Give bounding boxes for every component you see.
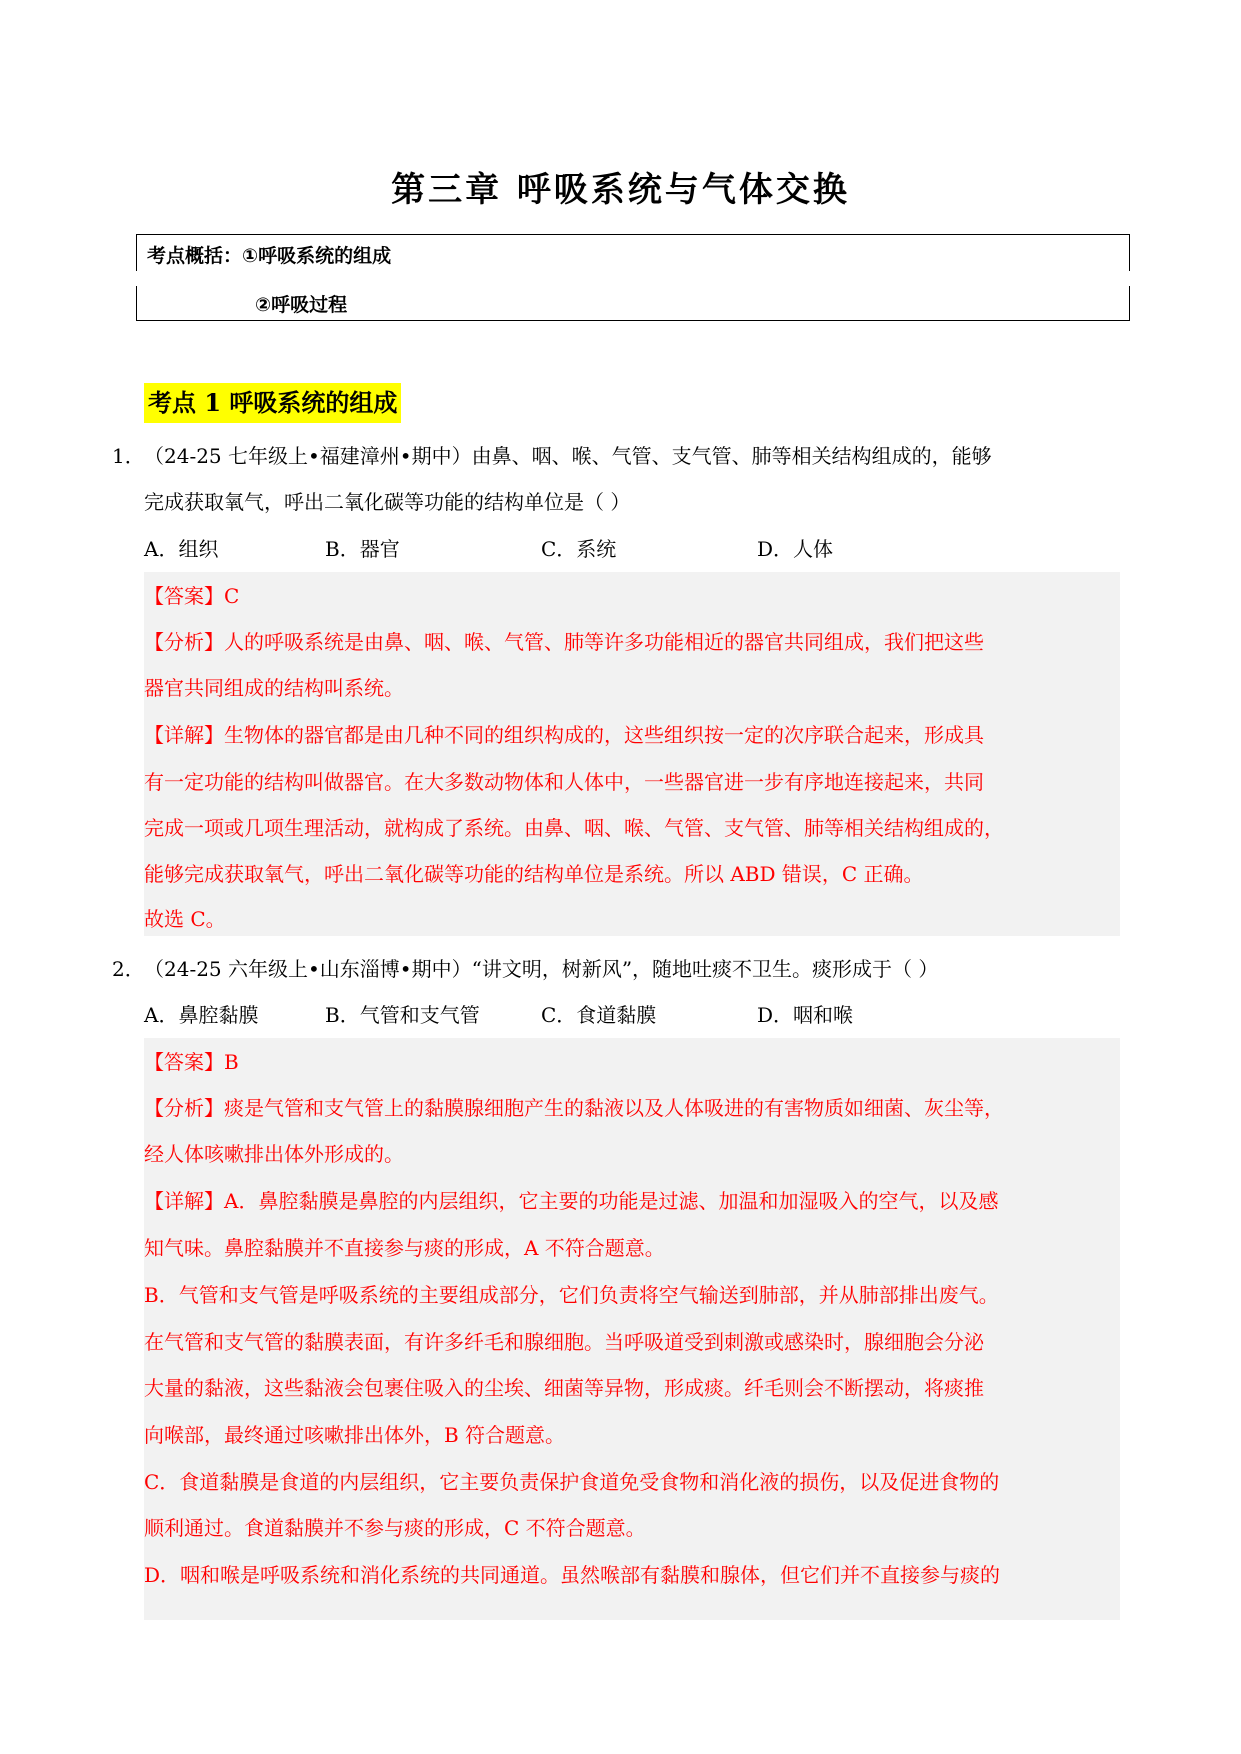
page-title: 第三章 呼吸系统与气体交换 [391,170,850,210]
question-2-detail-line-9: D．咽和喉是呼吸系统和消化系统的共同通道。虽然喉部有黏膜和腺体，但它们并不直接参与痰的 [144,1563,1001,1587]
summary-box-top [136,234,1130,271]
question-1-detail-line-4: 能够完成获取氧气，呼出二氧化碳等功能的结构单位是系统。所以 ABD 错误，C 正确。 [144,862,924,886]
question-1-analysis-line-2: 器官共同组成的结构叫系统。 [144,676,404,700]
question-1-option-b: B．器官 [325,537,400,561]
question-1-answer: 【答案】C [144,584,240,608]
question-2-detail-line-4: 在气管和支气管的黏膜表面，有许多纤毛和腺细胞。当呼吸道受到刺激或感染时，腺细胞会分泌 [144,1330,984,1354]
question-2-text-line-1: （24-25 六年级上•山东淄博•期中）“讲文明，树新风”，随地吐痰不卫生。痰形成于（ ） [144,957,939,981]
section-heading: 考点 1 呼吸系统的组成 [144,383,401,423]
question-2-detail-line-2: 知气味。鼻腔黏膜并不直接参与痰的形成，A 不符合题意。 [144,1236,665,1260]
question-2-answer: 【答案】B [144,1050,239,1074]
question-2-detail-line-8: 顺利通过。食道黏膜并不参与痰的形成，C 不符合题意。 [144,1516,646,1540]
summary-label: 考点概括：①呼吸系统的组成 [147,245,392,267]
question-1-text-line-2: 完成获取氧气，呼出二氧化碳等功能的结构单位是（ ） [144,490,631,514]
question-2-detail-line-3: B．气管和支气管是呼吸系统的主要组成部分，它们负责将空气输送到肺部，并从肺部排出废气。 [144,1283,999,1307]
question-2-detail-line-1: 【详解】A．鼻腔黏膜是鼻腔的内层组织，它主要的功能是过滤、加温和加湿吸入的空气，以及感 [144,1189,999,1213]
question-2-detail-line-5: 大量的黏液，这些黏液会包裹住吸入的尘埃、细菌等异物，形成痰。纤毛则会不断摆动，将痰推 [144,1376,984,1400]
question-2-option-a: A．鼻腔黏膜 [144,1003,259,1027]
question-number-2: 2． [112,957,145,981]
question-1-detail-line-2: 有一定功能的结构叫做器官。在大多数动物体和人体中，一些器官进一步有序地连接起来，共同 [144,770,984,794]
question-2-analysis-line-1: 【分析】痰是气管和支气管上的黏膜腺细胞产生的黏液以及人体吸进的有害物质如细菌、灰尘等， [144,1096,1004,1120]
question-1-option-a: A．组织 [144,537,219,561]
question-1-text-line-1: （24-25 七年级上•福建漳州•期中）由鼻、咽、喉、气管、支气管、肺等相关结构组成的，能够 [144,444,992,468]
question-1-option-c: C．系统 [541,537,617,561]
question-1-option-d: D．人体 [757,537,834,561]
question-2-detail-line-7: C．食道黏膜是食道的内层组织，它主要负责保护食道免受食物和消化液的损伤，以及促进食物的 [144,1470,1000,1494]
question-1-analysis-line-1: 【分析】人的呼吸系统是由鼻、咽、喉、气管、肺等许多功能相近的器官共同组成，我们把这些 [144,630,984,654]
question-1-detail-line-3: 完成一项或几项生理活动，就构成了系统。由鼻、咽、喉、气管、支气管、肺等相关结构组成的， [144,816,1004,840]
question-number-1: 1． [112,444,145,468]
question-2-option-c: C．食道黏膜 [541,1003,657,1027]
summary-item-2: ②呼吸过程 [255,294,348,316]
summary-box-bottom [136,286,1130,321]
question-2-option-b: B．气管和支气管 [325,1003,480,1027]
question-2-detail-line-6: 向喉部，最终通过咳嗽排出体外，B 符合题意。 [144,1423,566,1447]
question-2-option-d: D．咽和喉 [757,1003,854,1027]
question-1-detail-line-1: 【详解】生物体的器官都是由几种不同的组织构成的，这些组织按一定的次序联合起来，形成具 [144,723,984,747]
question-1-detail-line-5: 故选 C。 [144,907,226,931]
question-2-analysis-line-2: 经人体咳嗽排出体外形成的。 [144,1142,404,1166]
